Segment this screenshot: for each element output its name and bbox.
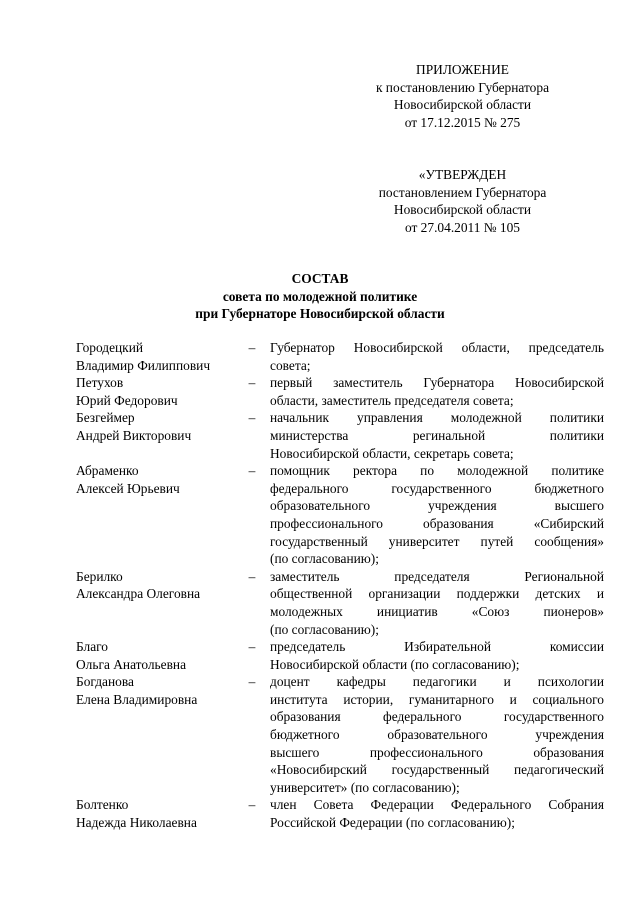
member-given-name: Андрей Викторович (76, 427, 192, 443)
members-list (76, 339, 604, 832)
member-position-line: заместитель председателя Региональной (270, 568, 604, 584)
member-position-line: высшего профессионального образования (270, 744, 604, 760)
member-given-name: Владимир Филиппович (76, 357, 211, 373)
member-position-line: помощник ректора по молодежной политике (270, 463, 604, 479)
member-surname: Берилко (76, 568, 123, 584)
member-dash: – (248, 674, 256, 690)
member-row (76, 796, 604, 831)
member-given-name: Ольга Анатольевна (76, 656, 187, 672)
member-position-line: федерального государственного бюджетного (270, 480, 604, 496)
member-position-line: профессионального образования «Сибирский (270, 515, 604, 531)
member-given-name: Елена Владимировна (76, 691, 198, 707)
member-position-line: Новосибирской области (по согласованию); (270, 656, 520, 672)
member-given-name: Алексей Юрьевич (76, 480, 180, 496)
document-heading (0, 270, 640, 323)
member-given-name: Александра Олеговна (76, 586, 201, 602)
member-row (76, 409, 604, 462)
heading-subtitle: совета по молодежной политике (222, 288, 418, 304)
member-row (76, 339, 604, 374)
member-position-line: Российской Федерации (по согласованию); (270, 815, 515, 831)
member-surname: Безгеймер (76, 410, 135, 426)
member-dash: – (248, 340, 256, 355)
member-position-line: первый заместитель Губернатора Новосибирской (270, 375, 604, 391)
member-position-line: молодежных инициатив «Союз пионеров» (270, 603, 604, 619)
member-position (270, 462, 604, 568)
member-position (270, 796, 604, 831)
member-row (76, 673, 604, 796)
heading-title: СОСТАВ (291, 271, 349, 286)
member-surname: Богданова (76, 674, 134, 690)
appendix-line: Новосибирской области (393, 97, 532, 113)
appendix-header (340, 61, 585, 131)
approved-line: постановлением Губернатора (378, 184, 547, 200)
member-position-line: министерства регинальной политики (270, 427, 604, 443)
member-name (76, 374, 234, 409)
member-position-line: член Совета Федерации Федерального Собрания (270, 797, 604, 813)
member-position-line: (по согласованию); (270, 551, 379, 567)
member-surname: Абраменко (76, 463, 139, 479)
member-given-name: Надежда Николаевна (76, 815, 197, 831)
member-dash: – (248, 463, 256, 479)
member-position-line: совета; (270, 357, 311, 373)
member-dash: – (248, 639, 256, 655)
member-row (76, 462, 604, 568)
member-position-line: доцент кафедры педагогики и психологии (270, 674, 604, 690)
member-position (270, 638, 604, 673)
member-dash: – (248, 568, 256, 584)
member-name (76, 462, 234, 568)
member-surname: Благо (76, 639, 108, 655)
member-position-line: «Новосибирский государственный педагогический (270, 762, 604, 778)
member-position (270, 673, 604, 796)
member-row (76, 374, 604, 409)
member-position-line: (по согласованию); (270, 621, 379, 637)
member-position (270, 374, 604, 409)
member-position-line: института истории, гуманитарного и социального (270, 691, 604, 707)
member-dash: – (248, 410, 256, 426)
approved-line: «УТВЕРЖДЕН (418, 167, 507, 182)
member-position-line: образовательного учреждения высшего (270, 498, 604, 514)
approved-line: Новосибирской области (393, 202, 532, 218)
member-given-name: Юрий Федорович (76, 392, 178, 408)
heading-subtitle: при Губернаторе Новосибирской области (195, 306, 445, 322)
member-position-line: государственный университет путей сообщения» (270, 533, 604, 549)
member-dash: – (248, 375, 256, 391)
member-position-line: общественной организации поддержки детских и (270, 586, 604, 602)
member-row (76, 638, 604, 673)
appendix-line: к постановлению Губернатора (375, 79, 550, 95)
member-position-line: председатель Избирательной комиссии (270, 639, 604, 655)
approved-line: от 27.04.2011 № 105 (404, 219, 521, 235)
member-name (76, 796, 234, 831)
member-name (76, 638, 234, 673)
member-name (76, 673, 234, 796)
member-position-line: Новосибирской области, секретарь совета; (270, 445, 514, 461)
member-position-line: университет» (по согласованию); (270, 779, 460, 795)
member-name (76, 409, 234, 462)
member-row (76, 568, 604, 638)
member-position-line: бюджетного образовательного учреждения (270, 727, 604, 743)
member-position-line: Губернатор Новосибирской области, председатель (270, 340, 604, 355)
appendix-line: ПРИЛОЖЕНИЕ (416, 62, 509, 77)
appendix-line: от 17.12.2015 № 275 (404, 114, 521, 130)
member-position (270, 568, 604, 638)
member-position (270, 409, 604, 462)
approved-stamp (340, 166, 585, 236)
member-name (76, 339, 234, 374)
member-dash: – (248, 797, 256, 813)
member-position (270, 339, 604, 374)
member-name (76, 568, 234, 638)
member-position-line: образования федерального государственного (270, 709, 604, 725)
member-position-line: начальник управления молодежной политики (270, 410, 604, 426)
member-surname: Городецкий (76, 340, 144, 355)
member-surname: Петухов (76, 375, 124, 391)
member-position-line: области, заместитель председателя совета; (270, 392, 514, 408)
member-surname: Болтенко (76, 797, 129, 813)
